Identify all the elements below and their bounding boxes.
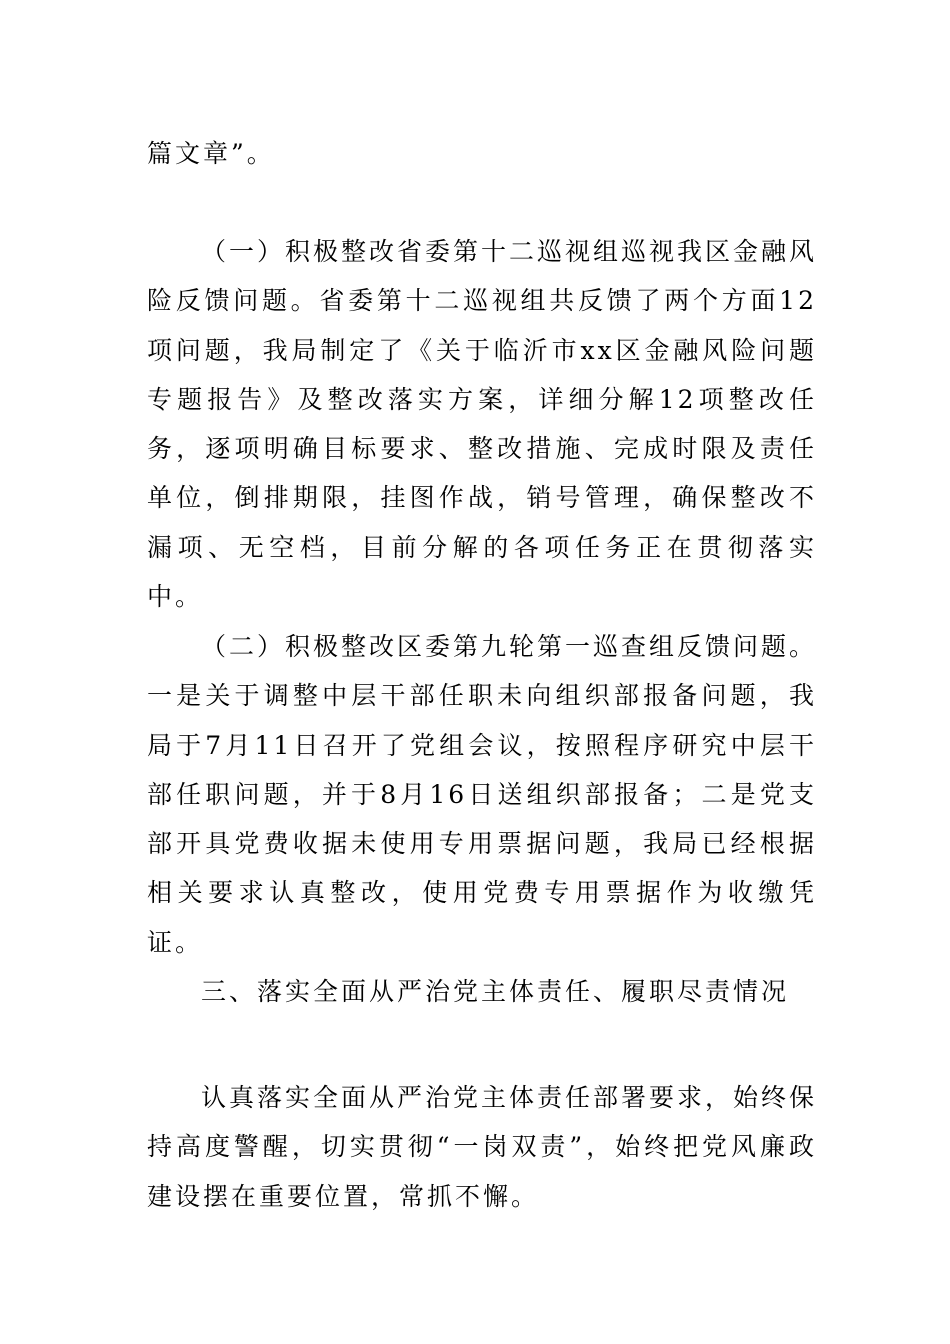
paragraph-item-1: （一）积极整改省委第十二巡视组巡视我区金融风险反馈问题。省委第十二巡视组共反馈了两个方面12项问题，我局制定了《关于临沂市xx区金融风险问题专题报告》及整改落实方案，详细分解12项整改任务，逐项明确目标要求、整改措施、完成时限及责任单位，倒排期限，挂图作战，销号管理，确保整改不漏项、无空档，目前分解的各项任务正在贯彻落实中。: [147, 237, 818, 612]
section-heading-3: 三、落实全面从严治党主体责任、履职尽责情况: [201, 977, 790, 1006]
paragraph-continuation: 篇文章”。: [147, 139, 275, 168]
paragraph-section-3-body: 认真落实全面从严治党主体责任部署要求，始终保持高度警醒，切实贯彻“一岗双责”，始终把党风廉政建设摆在重要位置，常抓不懈。: [147, 1083, 818, 1211]
paragraph-item-2: （二）积极整改区委第九轮第一巡查组反馈问题。一是关于调整中层干部任职未向组织部报备问题，我局于7月11日召开了党组会议，按照程序研究中层干部任职问题，并于8月16日送组织部报备；二是党支部开具党费收据未使用专用票据问题，我局已经根据相关要求认真整改，使用党费专用票据作为收缴凭证。: [147, 632, 818, 957]
